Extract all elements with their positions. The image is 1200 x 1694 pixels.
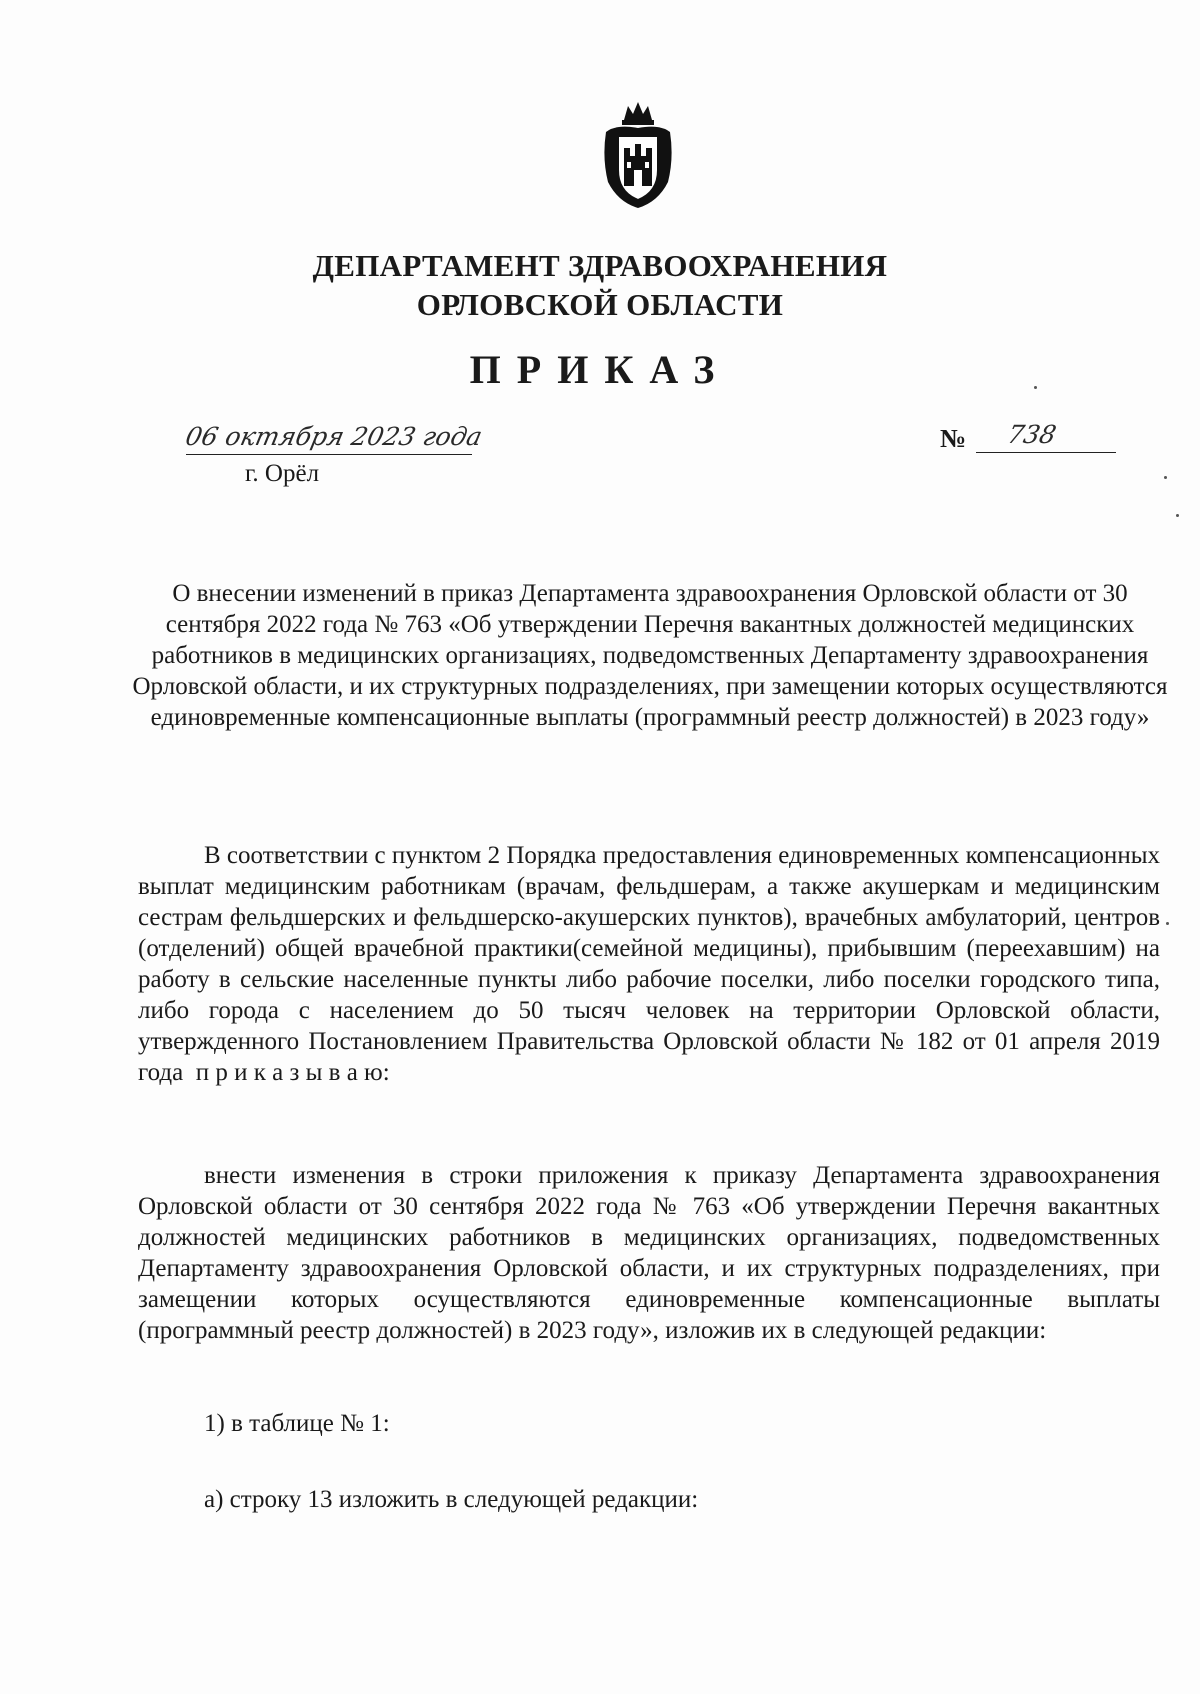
place-of-issue: г. Орёл bbox=[245, 460, 320, 487]
preamble-paragraph bbox=[138, 840, 1160, 1088]
order-subject: О внесении изменений в приказ Департамента здравоохранения Орловской области от 30 сентября 2022 года № 763 «Об утверждении Перечня вакантных должностей медицинских работников в медицинских организациях, подведомственных Департаменту здравоохранения Орловской области, и их структурных подразделениях, при замещении которых осуществляются единовременные компенсационные выплаты (программный реестр должностей) в 2023 году» bbox=[132, 580, 1168, 731]
scan-speck bbox=[1164, 476, 1167, 479]
order-word: п р и к а з ы в а ю: bbox=[195, 1059, 390, 1086]
list-item: а) строку 13 изложить в следующей редакции: bbox=[204, 1486, 699, 1513]
coat-of-arms-icon bbox=[600, 98, 676, 210]
organization-name bbox=[0, 246, 1200, 324]
handwritten-date: 06 октября 2023 года bbox=[182, 422, 485, 451]
organization-name-line2: ОРЛОВСКОЙ ОБЛАСТИ bbox=[416, 287, 784, 322]
organization-name-line1: ДЕПАРТАМЕНТ ЗДРАВООХРАНЕНИЯ bbox=[312, 248, 888, 283]
number-underline bbox=[976, 452, 1116, 453]
preamble-text: В соответствии с пунктом 2 Порядка предоставления единовременных компенсационных выплат медицинским работникам (врачам, фельдшерам, а также акушеркам и медицинским сестрам фельдшерских и фельдшерско-акушерских пунктов), врачебных амбулаторий, центров (отделений) общей врачебной практики(семейной медицины), прибывшим (переехавшим) на работу в сельские населенные пункты либо рабочие поселки, либо поселки городского типа, либо города с населением до 50 тысяч человек на территории Орловской области, утвержденного Постановлением Правительства Орловской области № 182 от 01 апреля 2019 года bbox=[138, 842, 1160, 1086]
scan-speck bbox=[1034, 386, 1037, 389]
list-item: 1) в таблице № 1: bbox=[204, 1410, 390, 1437]
scan-speck bbox=[1176, 514, 1179, 517]
handwritten-order-number: 738 bbox=[1004, 420, 1059, 449]
directive-paragraph: внести изменения в строки приложения к приказу Департамента здравоохранения Орловской области от 30 сентября 2022 года № 763 «Об утверждении Перечня вакантных должностей медицинских работников в медицинских организациях, подведомственных Департаменту здравоохранения Орловской области, и их структурных подразделениях, при замещении которых осуществляются единовременные компенсационные выплаты (программный реестр должностей) в 2023 году», изложив их в следующей редакции: bbox=[138, 1162, 1160, 1344]
order-number-label: № bbox=[940, 424, 967, 453]
document-type-title: ПРИКАЗ bbox=[469, 347, 731, 392]
scan-speck bbox=[1166, 922, 1169, 925]
